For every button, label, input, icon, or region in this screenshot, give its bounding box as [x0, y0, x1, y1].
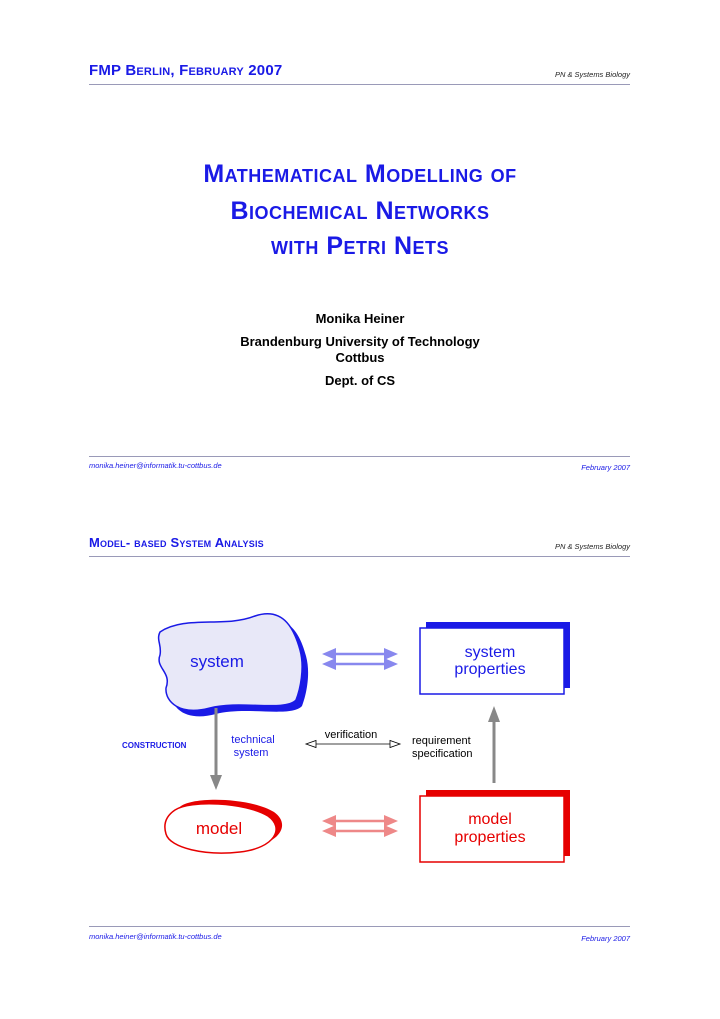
construction-label: CONSTRUCTION: [122, 741, 187, 750]
system-properties-label-2: properties: [454, 661, 526, 678]
affiliation-line-1: Brandenburg University of Technology: [240, 334, 480, 349]
system-blob: [159, 614, 309, 717]
model-properties-label-2: properties: [454, 829, 526, 846]
title-line-2: Biochemical Networks: [230, 197, 490, 225]
technical-system-label-1: technical: [231, 734, 275, 746]
author-name: Monika Heiner: [315, 311, 405, 326]
slide2-footer-rule: [89, 926, 630, 927]
system-properties-box: [420, 622, 570, 694]
verification-label: verification: [324, 729, 378, 741]
slide2-footer-date: February 2007: [581, 934, 630, 943]
blue-double-arrows: [322, 648, 398, 670]
requirement-label-1: requirement: [412, 735, 471, 747]
slide2-header-topic: PN & Systems Biology: [554, 542, 630, 551]
construction-arrow: [210, 708, 222, 790]
slide1-header-title: FMP Berlin, February 2007: [89, 62, 283, 79]
department: Dept. of CS: [324, 373, 396, 388]
title-line-1: Mathematical Modelling of: [203, 160, 517, 188]
system-label: system: [190, 652, 244, 671]
slide1-header-topic: PN & Systems Biology: [554, 70, 630, 79]
requirement-label-2: specification: [412, 748, 473, 760]
slide2-footer-email: monika.heiner@informatik.tu-cottbus.de: [89, 932, 222, 941]
title-line-3: with Petri Nets: [270, 232, 450, 260]
verification-arrow: [306, 741, 400, 748]
slide1-footer-email: monika.heiner@informatik.tu-cottbus.de: [89, 461, 222, 470]
specification-arrow: [488, 706, 500, 783]
slide1-footer-date: February 2007: [581, 463, 630, 472]
model-label: model: [195, 819, 243, 838]
affiliation-line-2: Cottbus: [335, 350, 385, 365]
model-properties-box: [420, 790, 570, 862]
technical-system-label-2: system: [233, 747, 269, 759]
slide2-header-title: Model- based System Analysis: [89, 535, 264, 550]
red-double-arrows: [322, 815, 398, 837]
system-properties-label-1: system: [464, 644, 516, 661]
model-ellipse: [165, 800, 282, 853]
model-properties-label-1: model: [468, 811, 512, 828]
